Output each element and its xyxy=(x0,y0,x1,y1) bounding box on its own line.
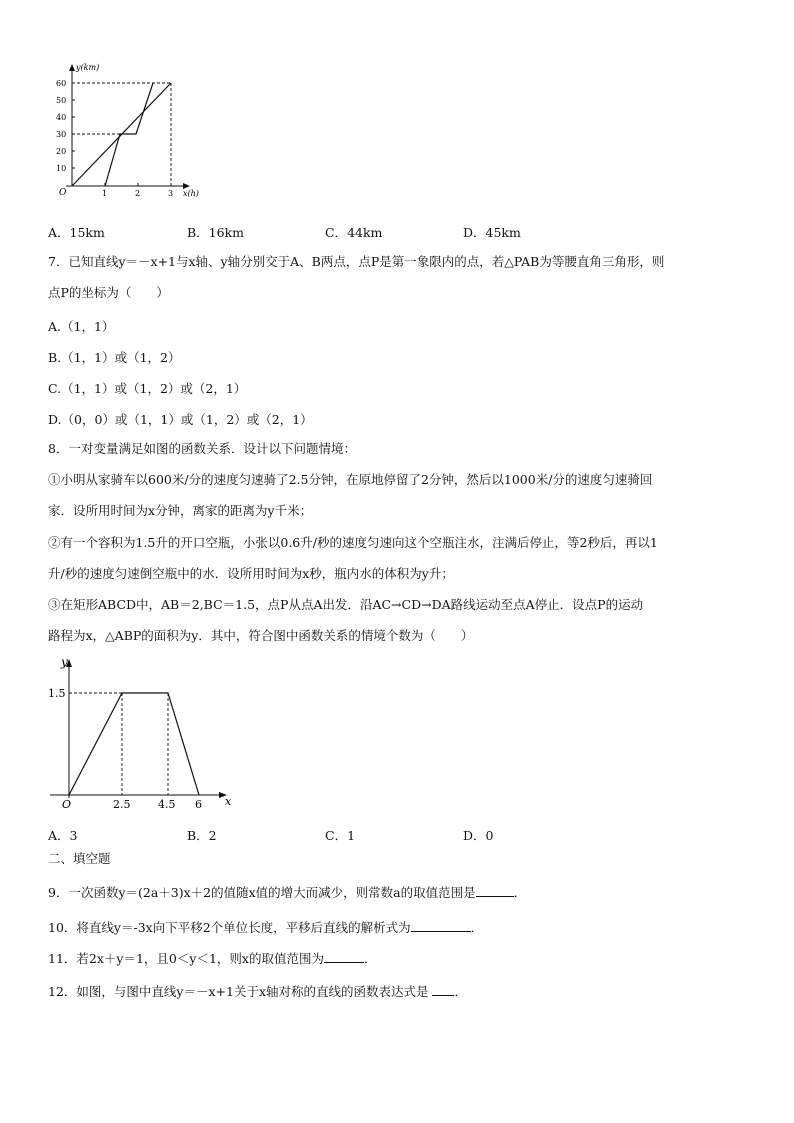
q10-text: 10．将直线y＝-3x向下平移2个单位长度，平移后直线的解析式为 xyxy=(48,920,411,935)
x-tick-label: 1 xyxy=(102,189,108,198)
q9-stem xyxy=(48,884,526,901)
q11-stem xyxy=(48,950,376,967)
q7-choice-a[interactable]: A.（1，1） xyxy=(48,319,115,334)
q7-choice-b[interactable]: B.（1，1）或（1，2） xyxy=(48,350,181,365)
x-axis-label: x xyxy=(225,795,232,808)
q11-end: ． xyxy=(363,951,377,966)
x-tick-label: 2 xyxy=(135,189,141,198)
q7-choice-d[interactable]: D.（0，0）或（1，1）或（1，2）或（2，1） xyxy=(48,412,313,427)
q10-stem xyxy=(48,919,483,936)
y-axis-arrow xyxy=(69,64,75,71)
origin-label: O xyxy=(62,798,72,811)
y-tick-label: 50 xyxy=(56,96,67,105)
x-tick-label: 2.5 xyxy=(113,798,131,811)
piecewise-line-graph xyxy=(105,83,153,186)
q12-stem xyxy=(48,983,467,1000)
q8-scenario3-line1: ③在矩形ABCD中，AB＝2,BC＝1.5，点P从点A出发．沿AC→CD→DA路线运动至点A停止．设点P的运动 xyxy=(48,597,644,612)
y-tick-label: 10 xyxy=(56,164,67,173)
x-axis-label: x(h) xyxy=(183,189,199,198)
q6-choice-c[interactable]: C．44km xyxy=(325,225,383,240)
x-tick-label: 4.5 xyxy=(158,798,176,811)
q8-scenario2-line2: 升/秒的速度匀速倒空瓶中的水．设所用时间为x秒，瓶内水的体积为y升； xyxy=(48,566,454,581)
q9-end: ． xyxy=(513,885,527,900)
origin-label: O xyxy=(59,188,67,198)
x-tick-label: 6 xyxy=(195,798,202,811)
q9-answer-blank[interactable] xyxy=(476,884,514,897)
q12-text: 12．如图，与图中直线y＝－x+1关于x轴对称的直线的函数表达式是 xyxy=(48,984,429,999)
y-axis-label: y(km) xyxy=(76,63,100,72)
trapezoid-function-line xyxy=(69,693,199,795)
q6-choice-b[interactable]: B．16km xyxy=(187,225,245,240)
q8-scenario2-line1: ②有一个容积为1.5升的开口空瓶，小张以0.6升/秒的速度匀速向这个空瓶注水，注满后停止，等2秒后，再以1 xyxy=(48,535,658,550)
y-tick-label: 40 xyxy=(56,113,67,122)
q7-choice-c[interactable]: C.（1，1）或（1，2）或（2，1） xyxy=(48,381,247,396)
q8-choice-c[interactable]: C．1 xyxy=(325,828,356,843)
q8-scenario3-line2: 路程为x，△ABP的面积为y．其中，符合图中函数关系的情境个数为（ ） xyxy=(48,628,474,643)
q6-choice-a[interactable]: A．15km xyxy=(48,225,105,240)
q6-choice-d[interactable]: D．45km xyxy=(463,225,521,240)
q8-intro: 8．一对变量满足如图的函数关系．设计以下问题情境： xyxy=(48,441,356,456)
q11-answer-blank[interactable] xyxy=(324,950,364,963)
y-tick-label: 1.5 xyxy=(48,687,66,700)
q8-choice-d[interactable]: D．0 xyxy=(463,828,494,843)
y-axis-label: y xyxy=(61,655,68,669)
section-heading: 二、填空题 xyxy=(48,851,111,866)
q8-choice-b[interactable]: B．2 xyxy=(187,828,217,843)
x-tick-label: 3 xyxy=(168,189,174,198)
function-graph xyxy=(44,652,244,812)
q10-answer-blank[interactable] xyxy=(411,919,471,932)
q12-end: ． xyxy=(454,984,467,999)
q9-text: 9．一次函数y＝(2a＋3)x＋2的值随x值的增大而减少，则常数a的取值范围是 xyxy=(48,885,476,900)
q10-end: ． xyxy=(470,920,484,935)
q11-text: 11．若2x＋y＝1，且0＜y＜1，则x的取值范围为 xyxy=(48,951,324,966)
q8-scenario1-line2: 家．设所用时间为x分钟，离家的距离为y千米； xyxy=(48,503,313,518)
y-tick-label: 20 xyxy=(56,147,67,156)
y-tick-label: 30 xyxy=(56,130,67,139)
y-tick-label: 60 xyxy=(56,79,67,88)
q7-stem-line1: 7．已知直线y＝－x+1与x轴、y轴分别交于A、B两点，点P是第一象限内的点，若△PAB为等腰直角三角形，则 xyxy=(48,254,665,269)
distance-time-graph xyxy=(44,58,214,200)
q8-scenario1-line1: ①小明从家骑车以600米/分的速度匀速骑了2.5分钟，在原地停留了2分钟，然后以1000米/分的速度匀速骑回 xyxy=(48,472,653,487)
q7-stem-line2: 点P的坐标为（ ） xyxy=(48,285,169,300)
q8-choice-a[interactable]: A．3 xyxy=(48,828,78,843)
q12-answer-blank[interactable] xyxy=(432,983,454,996)
